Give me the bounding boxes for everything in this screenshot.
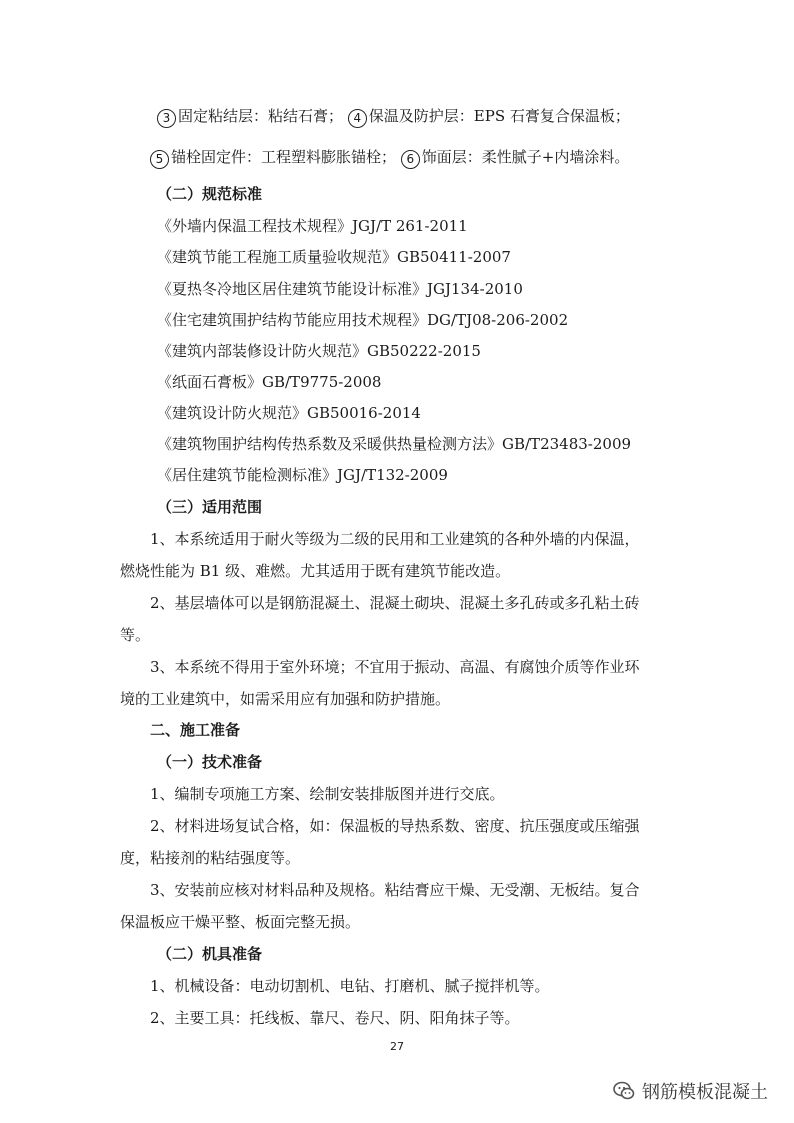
standard-item: 《住宅建筑围护结构节能应用技术规程》DG/TJ08-206-2002 [157,311,569,329]
tech-item-3: 3、安装前应核对材料品种及规格。粘结膏应干燥、无受潮、无板结。复合 [150,881,640,899]
tech-item-1: 1、编制专项施工方案、绘制安装排版图并进行交底。 [150,785,505,803]
layer-line-5-6 [150,147,629,169]
scope-paragraph-3: 3、本系统不得用于室外环境；不宜用于振动、高温、有腐蚀介质等作业环 [150,658,640,676]
tech-item-3-cont: 保温板应干燥平整、板面完整无损。 [120,913,361,931]
page-number: 27 [390,1040,404,1053]
layer-3-text: 固定粘结层：粘结石膏； [178,107,344,125]
scope-paragraph-2-cont: 等。 [120,626,151,644]
circled-number-4: 4 [348,109,367,128]
prep-heading: 二、施工准备 [150,721,241,739]
tech-item-2-cont: 度，粘接剂的粘结强度等。 [120,849,301,867]
scope-paragraph-2: 2、基层墙体可以是钢筋混凝土、混凝土砌块、混凝土多孔砖或多孔粘土砖 [150,594,640,612]
wechat-icon [612,1079,636,1103]
circled-number-6: 6 [401,150,420,169]
standard-item: 《夏热冬冷地区居住建筑节能设计标准》JGJ134-2010 [157,280,523,298]
standards-heading: （二）规范标准 [157,185,263,203]
standard-item: 《建筑物围护结构传热系数及采暖供热量检测方法》GB/T23483-2009 [157,435,632,453]
scope-paragraph-3-cont: 境的工业建筑中，如需采用应有加强和防护措施。 [120,690,451,708]
scope-paragraph-1-cont: 燃烧性能为 B1 级、难燃。尤其适用于既有建筑节能改造。 [120,562,511,580]
standard-item: 《纸面石膏板》GB/T9775-2008 [157,373,382,391]
machine-item-2: 2、主要工具：托线板、靠尺、卷尺、阴、阳角抹子等。 [150,1009,520,1027]
standard-item: 《外墙内保温工程技术规程》JGJ/T 261-2011 [157,217,468,235]
layer-line-3-4 [157,106,630,128]
tech-prep-heading: （一）技术准备 [157,753,263,771]
layer-6-text: 饰面层：柔性腻子+内墙涂料。 [421,148,630,166]
scope-heading: （三）适用范围 [157,498,263,516]
standard-item: 《居住建筑节能检测标准》JGJ/T132-2009 [157,466,448,484]
tech-item-2: 2、材料进场复试合格，如：保温板的导热系数、密度、抗压强度或压缩强 [150,817,640,835]
watermark [612,1076,768,1106]
watermark-text: 钢筋模板混凝土 [642,1082,768,1103]
standard-item: 《建筑节能工程施工质量验收规范》GB50411-2007 [157,248,511,266]
circled-number-3: 3 [157,109,176,128]
machine-item-1: 1、机械设备：电动切割机、电钻、打磨机、腻子搅拌机等。 [150,977,550,995]
machine-prep-heading: （二）机具准备 [157,945,263,963]
standard-item: 《建筑内部装修设计防火规范》GB50222-2015 [157,342,481,360]
scope-paragraph-1: 1、本系统适用于耐火等级为二级的民用和工业建筑的各种外墙的内保温， [150,530,640,548]
standard-item: 《建筑设计防火规范》GB50016-2014 [157,404,421,422]
layer-4-text: 保温及防护层：EPS 石膏复合保温板； [368,107,630,125]
circled-number-5: 5 [150,150,169,169]
layer-5-text: 锚栓固定件：工程塑料膨胀锚栓； [171,148,397,166]
